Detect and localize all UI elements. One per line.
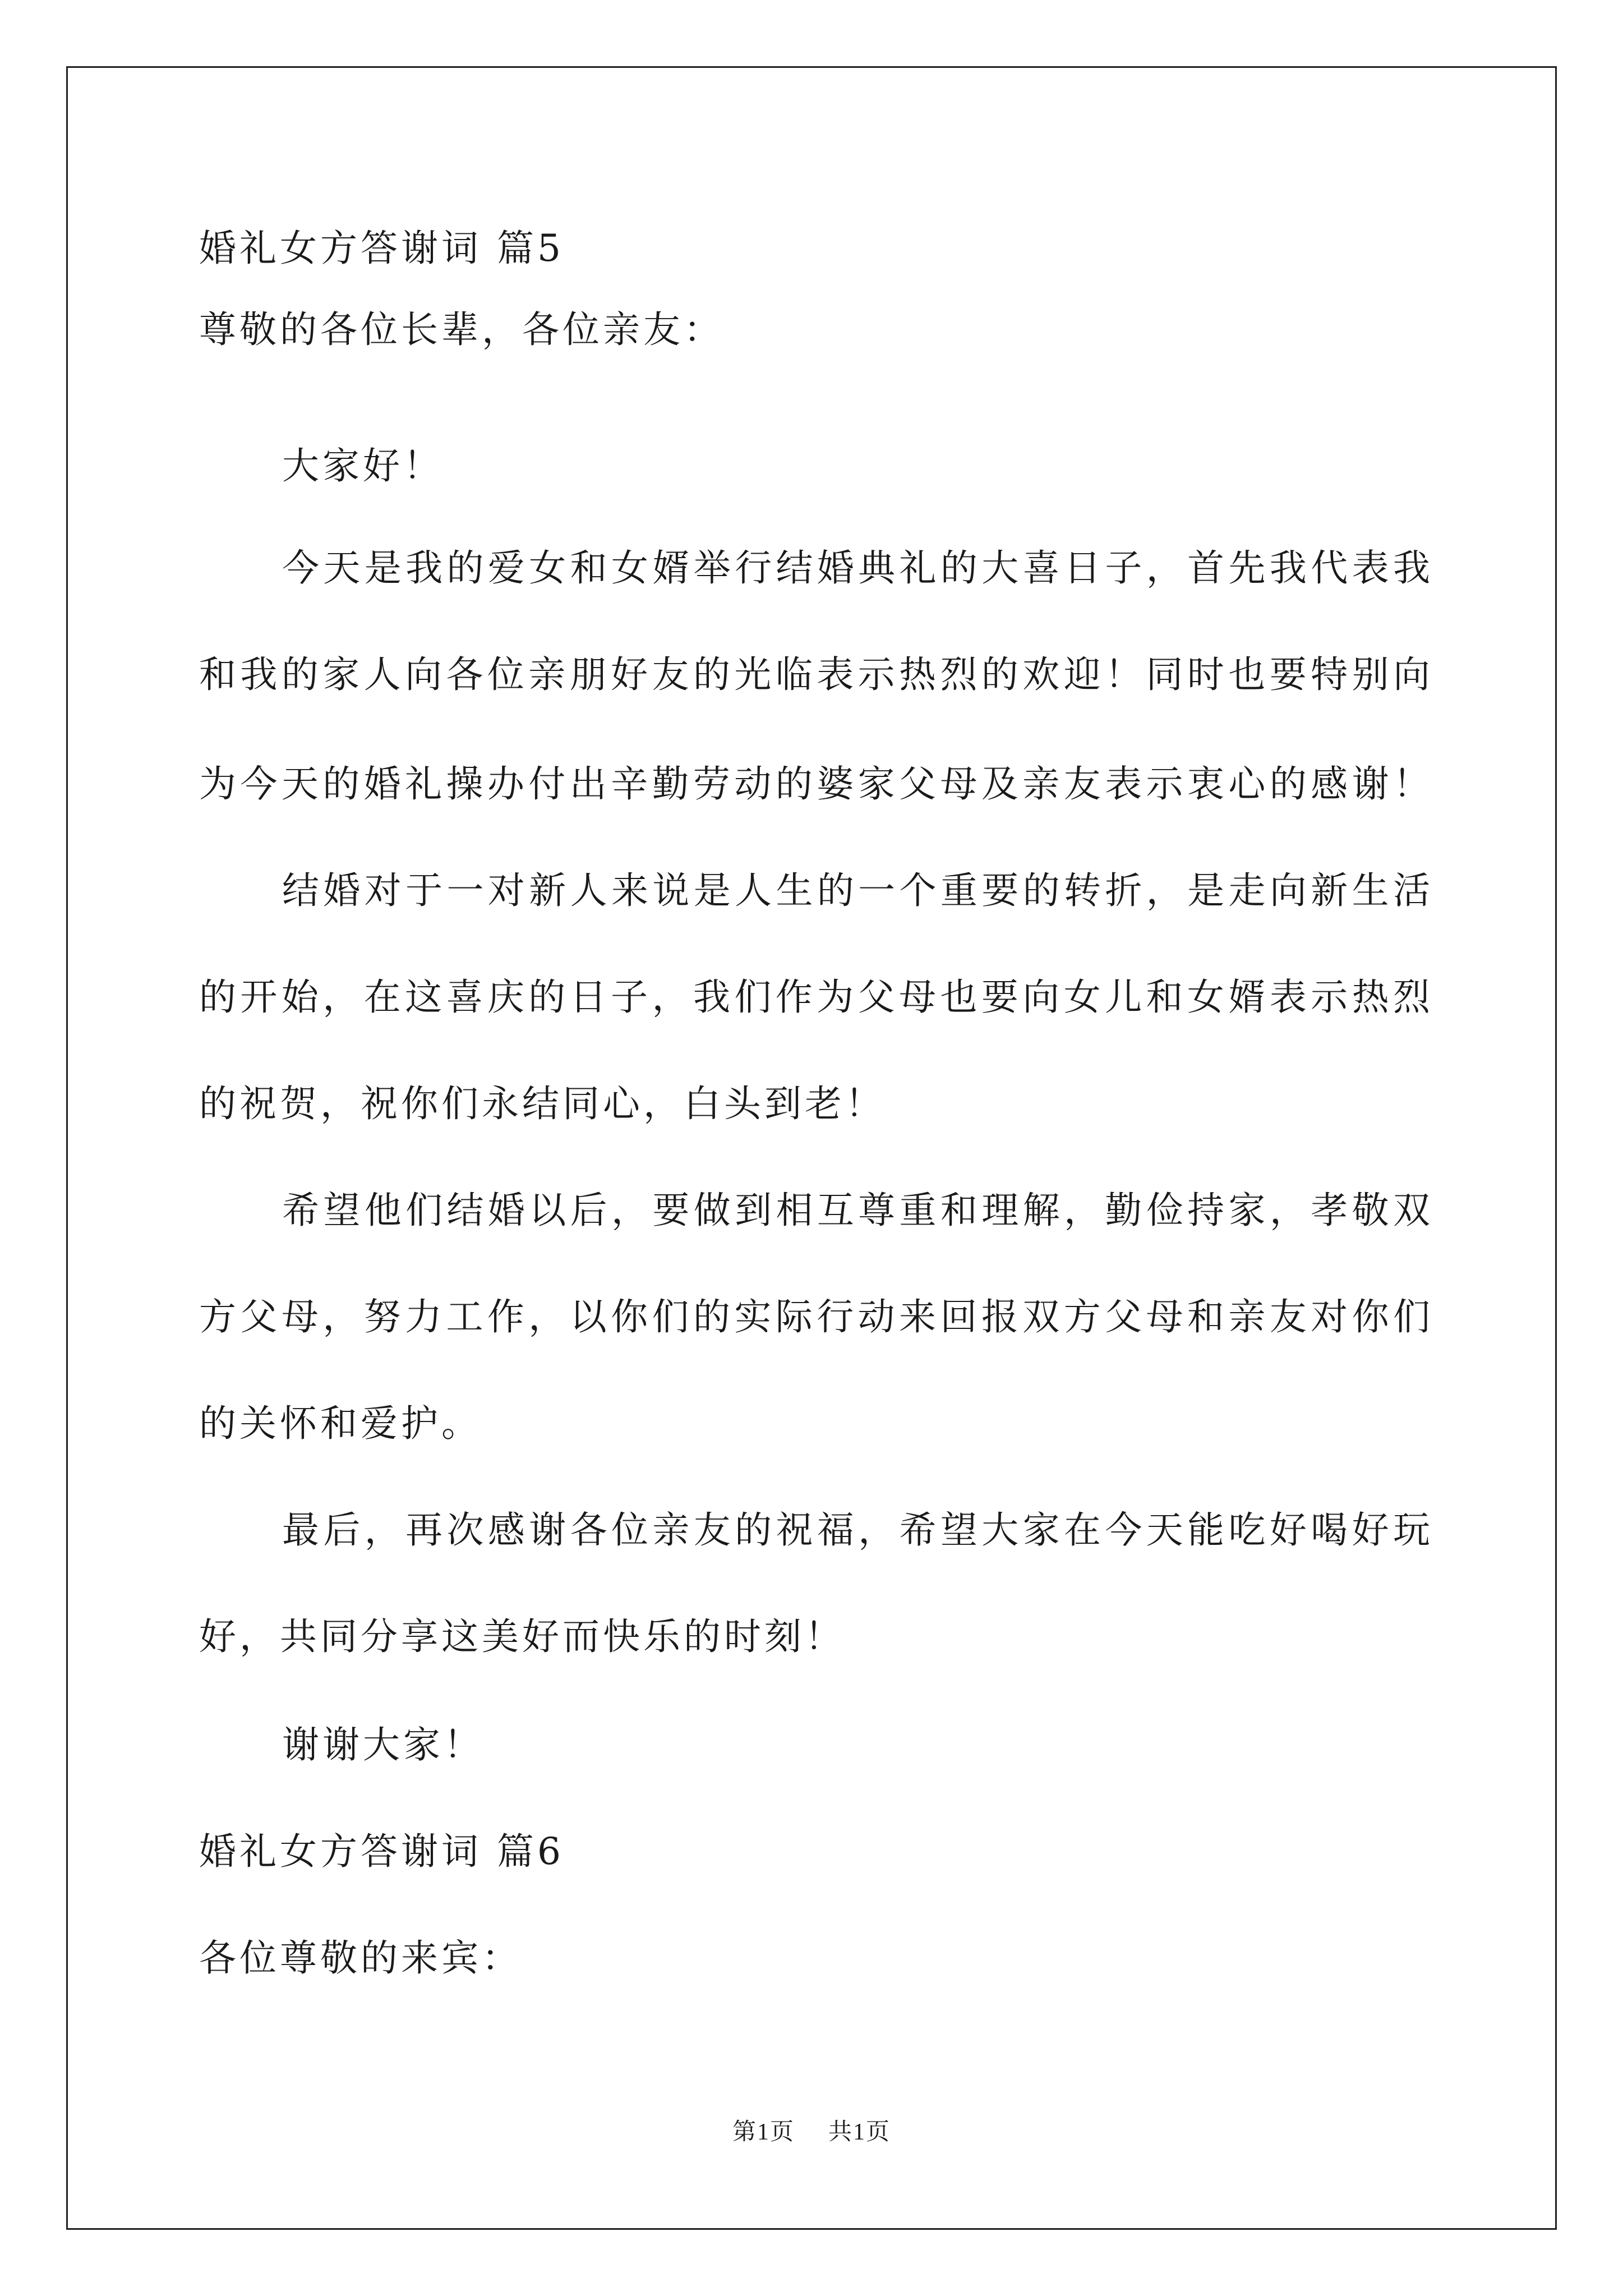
paragraph-line: 结婚对于一对新人来说是人生的一个重要的转折，是走向新生活 xyxy=(282,869,1430,912)
paragraph-line: 今天是我的爱女和女婿举行结婚典礼的大喜日子，首先我代表我 xyxy=(282,546,1430,590)
salutation: 尊敬的各位长辈，各位亲友： xyxy=(199,308,724,351)
page-border xyxy=(66,66,1557,2230)
paragraph-line: 希望他们结婚以后，要做到相互尊重和理解，勤俭持家，孝敬双 xyxy=(282,1189,1430,1232)
paragraph-line: 为今天的婚礼操办付出辛勤劳动的婆家父母及亲友表示衷心的感谢！ xyxy=(199,762,1430,806)
section-heading-6: 婚礼女方答谢词 篇6 xyxy=(199,1830,564,1873)
paragraph-line: 的关怀和爱护。 xyxy=(199,1402,482,1445)
section-heading-5: 婚礼女方答谢词 篇5 xyxy=(199,227,564,270)
paragraph-line: 和我的家人向各位亲朋好友的光临表示热烈的欢迎！同时也要特别向 xyxy=(199,653,1430,696)
paragraph-line: 的祝贺，祝你们永结同心，白头到老！ xyxy=(199,1082,886,1125)
paragraph-line: 方父母，努力工作，以你们的实际行动来回报双方父母和亲友对你们 xyxy=(199,1295,1430,1338)
salutation: 各位尊敬的来宾： xyxy=(199,1936,522,1980)
page-total: 共1页 xyxy=(828,2119,891,2145)
paragraph-line: 的开始，在这喜庆的日子，我们作为父母也要向女儿和女婿表示热烈 xyxy=(199,976,1430,1019)
page-number: 第1页 xyxy=(732,2119,795,2145)
paragraph-line: 最后，再次感谢各位亲友的祝福，希望大家在今天能吃好喝好玩 xyxy=(282,1508,1430,1552)
page-footer xyxy=(0,2120,1623,2144)
greeting: 大家好！ xyxy=(282,444,444,487)
paragraph-line: 好，共同分享这美好而快乐的时刻！ xyxy=(199,1615,845,1658)
closing-thanks: 谢谢大家！ xyxy=(282,1723,484,1766)
